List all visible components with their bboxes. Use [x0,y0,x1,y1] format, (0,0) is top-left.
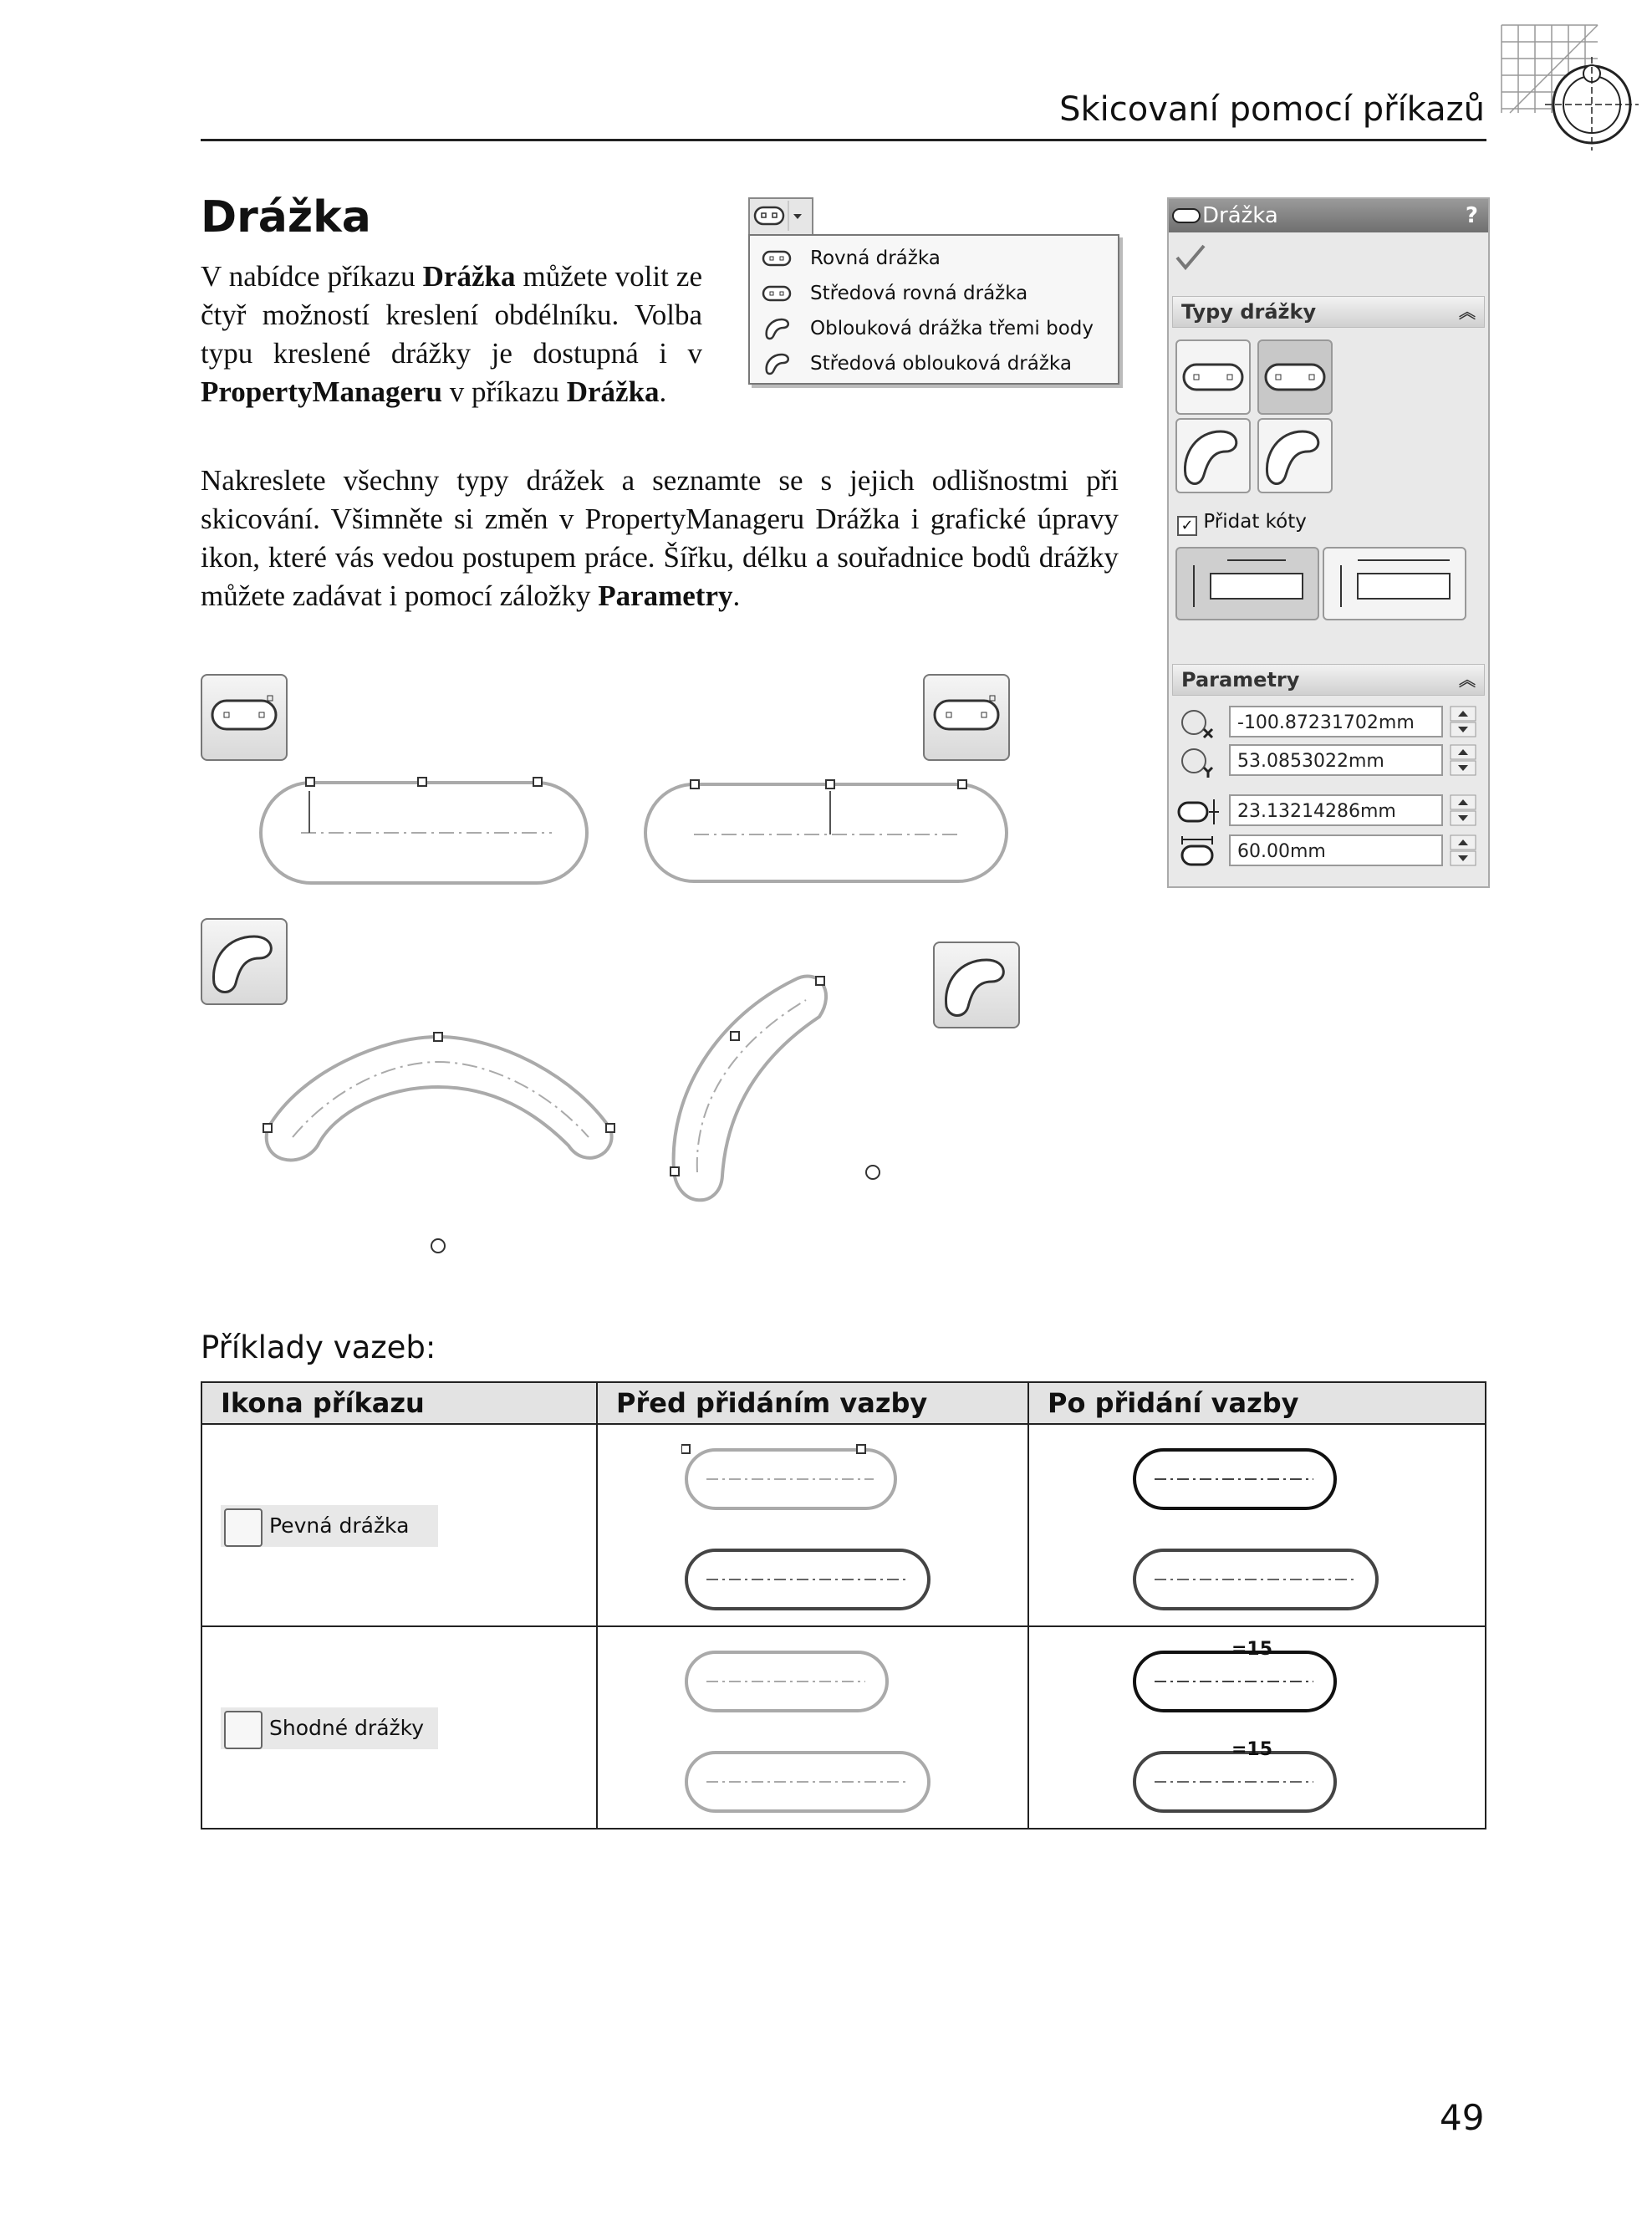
centerpoint-straight-slot-sketch-icon [923,674,1010,761]
centerpoint-straight-slot-icon [1259,341,1331,413]
spin-arrows-icon[interactable] [1450,744,1476,776]
slot-type-centerpoint-arc[interactable] [1257,418,1333,493]
spin-arrows-icon[interactable] [1450,706,1476,737]
overall-dimension-icon [1324,549,1465,619]
after-equal-slots [1129,1644,1397,1819]
column-header-before: Před přidáním vazby [597,1382,1028,1424]
y-coordinate-icon [1177,744,1216,779]
after-fixed-slots [1129,1442,1397,1617]
x-coordinate-input[interactable]: -100.87231702mm [1229,706,1443,737]
corner-logo-icon [1493,17,1652,151]
checkbox-check-icon: ✓ [1177,516,1197,536]
header-rule [201,139,1486,141]
spin-arrows-icon[interactable] [1450,794,1476,826]
slot-type-3point-arc[interactable] [1175,418,1251,493]
slot-length-input[interactable]: 60.00mm [1229,834,1443,866]
equal-slots-command[interactable]: Shodné drážky [221,1707,438,1749]
x-coordinate-icon [1177,706,1216,741]
table-row [201,1424,1486,1626]
collapse-icon[interactable]: ︽ [1459,670,1476,690]
examples-table [201,1381,1486,1830]
slot-icon [1172,207,1201,224]
slot-type-straight[interactable] [1175,339,1251,415]
table-row [201,1626,1486,1829]
add-dimensions-checkbox[interactable]: ✓ Přidat kóty [1177,508,1307,536]
column-header-icon: Ikona příkazu [201,1382,597,1424]
straight-slot-sketch-icon [201,674,288,761]
equal-constraint-tag: =15 [1231,1639,1273,1660]
centerpoint-arc-slot-icon [1259,420,1331,492]
straight-slot-icon [762,246,792,271]
fixed-slot-icon [224,1508,263,1547]
slot-dropdown-button[interactable] [748,197,813,237]
before-equal-slots [681,1644,932,1819]
column-header-after: Po přidání vazby [1028,1382,1486,1424]
centerpoint-arc-slot-sketch-icon [933,942,1020,1028]
center-dimension-icon [1177,549,1318,619]
straight-slot-icon [1177,341,1249,413]
dim-option-overall[interactable] [1323,547,1466,620]
collapse-icon[interactable]: ︽ [1459,302,1476,322]
arc-slot-icon [1177,420,1249,492]
centerpoint-straight-slot-icon [762,281,792,306]
menu-item-centerpoint-straight-slot[interactable]: Středová rovná drážka [750,276,1118,311]
menu-item-centerpoint-arc-slot[interactable]: Středová oblouková drážka [750,346,1118,381]
fixed-slot-command[interactable]: Pevná drážka [221,1505,438,1547]
body-paragraph: Nakreslete všechny typy drážek a seznamte se s jejich odlišnostmi při skicování. Všimněte si změn v PropertyManageru Drážka i grafické úpravy ikon, které vás vedou postupem práce. Šířku, délku a souřadnice bodů drážky můžete zadávat i pomocí záložky Parametry. [201,464,1119,612]
equal-slots-icon [224,1711,263,1749]
before-fixed-slots [681,1442,932,1617]
ok-check-icon[interactable] [1174,242,1207,273]
slot-icon [750,199,808,232]
spin-arrows-icon[interactable] [1450,834,1476,866]
intro-paragraph: V nabídce příkazu Drážka můžete volit ze čtyř možností kreslení obdélníku. Volba typu kreslené drážky je dostupná i v PropertyManageru v příkazu Drážka. [201,260,702,408]
pm-title-bar: Drážka ? [1169,199,1488,232]
pm-section-parameters[interactable]: Parametry ︽ [1172,664,1485,696]
equal-constraint-tag: =15 [1231,1739,1273,1760]
menu-item-straight-slot[interactable]: Rovná drážka [750,241,1118,276]
slot-width-input[interactable]: 23.13214286mm [1229,794,1443,826]
slot-type-centerpoint-straight[interactable] [1257,339,1333,415]
page-number: 49 [1440,2097,1485,2138]
pm-section-slot-types[interactable]: Typy drážky ︽ [1172,296,1485,328]
slot-width-icon [1177,794,1221,829]
arc-slot-sketch [251,1020,627,1271]
chevron-down-icon [793,214,802,219]
centerpoint-straight-slot-sketch [640,766,1025,900]
straight-slot-sketch [251,766,602,900]
menu-item-3point-arc-slot[interactable]: Oblouková drážka třemi body [750,311,1118,346]
help-icon[interactable]: ? [1465,203,1478,228]
property-manager [1167,197,1490,888]
examples-heading: Příklady vazeb: [201,1329,436,1365]
centerpoint-arc-slot-icon [762,351,792,376]
section-title: Drážka [201,192,371,242]
y-coordinate-input[interactable]: 53.0853022mm [1229,744,1443,776]
slot-menu [748,234,1119,385]
arc-slot-icon [762,316,792,341]
running-head: Skicovaní pomocí příkazů [1059,90,1485,129]
arc-slot-sketch-icon [201,918,288,1005]
slot-length-icon [1177,834,1221,870]
dim-option-center-to-center[interactable] [1175,547,1319,620]
centerpoint-arc-slot-sketch [669,967,920,1217]
